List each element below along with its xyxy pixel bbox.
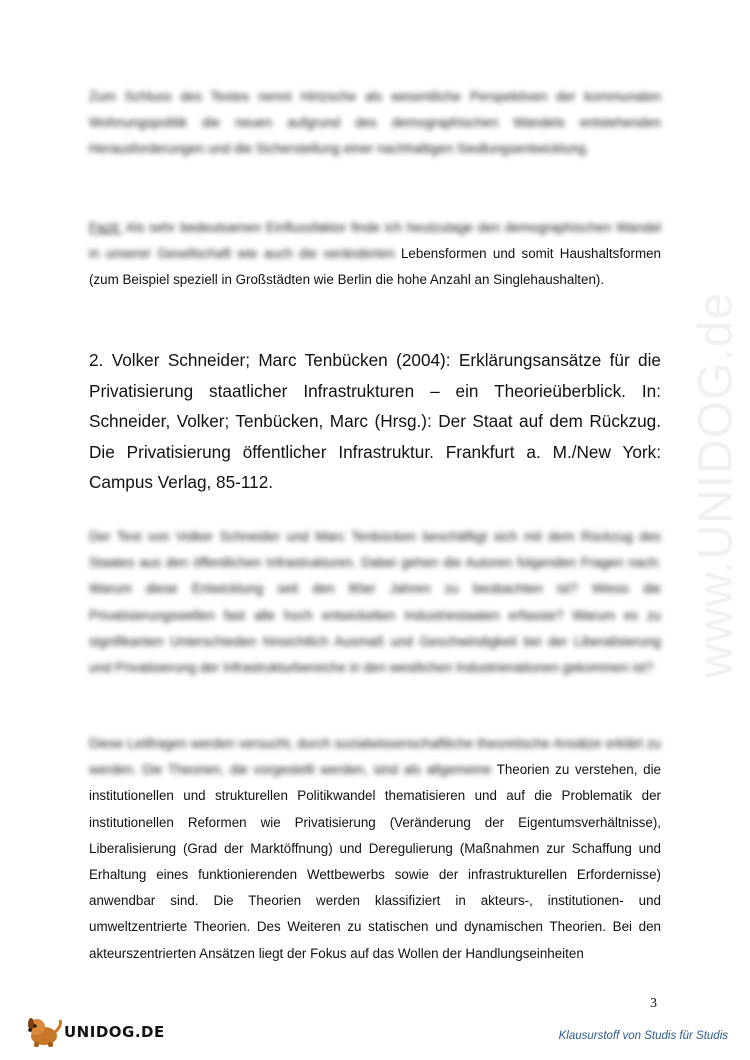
citation-heading: 2. Volker Schneider; Marc Tenbücken (2004): Erklärungsansätze für die Privatisierung staatlicher Infrastrukturen – ein Theorieüberblick. In: Schneider, Volker; Tenbücken, Marc (Hrsg.): Der Staat auf dem Rückzug. Die Privatisierung öffentlicher Infrastruktur. Frankfurt a. M./New York: Campus Verlag, 85-112. (89, 350, 661, 493)
blurred-text: Zum Schluss des Textes nennt Hirtzsche als wesentliche Perspektiven der kommunalen Wohnungspolitik die neuen aufgrund des demographischen Wandels entstehenden Herausforderungen und die Sicherstellung einer nachhaltigen Siedlungsentwicklung. (89, 89, 661, 157)
theories-visible-text: Theorien zu verstehen, die institutionellen und strukturellen Politikwandel thematisieren und auf die Problematik der institutionellen Reformen wie Privatisierung (Veränderung der Eigentumsverhältnisse), Liberalisierung (Grad der Marktöffnung) und Deregulierung (Maßnahmen zur Schaffung und Erhaltung eines funktionierenden Wettbewerbs sowie der infrastrukturellen Erfordernisse) anwendbar sind. Die Theorien werden klassifiziert in akteurs-, institutionen- und umweltzentrierte Theorien. Des Weiteren zu statischen und dynamischen Theorien. Bei den akteurszentrierten Ansätzen liegt der Fokus auf das Wollen der Handlungseinheiten (89, 762, 661, 961)
paragraph-blurred-conclusion (89, 84, 661, 163)
fazit-blurred: Als sehr bedeutsamen Einflussfaktor finde ich heutzutage den demographischen Wandel in unserer Gesellschaft wie auch die veränderten (89, 220, 661, 262)
unidog-logo[interactable] (24, 1014, 184, 1048)
footer-tagline: Klausurstoff von Studis für Studis (558, 1030, 728, 1042)
watermark: www.UNIDOG.de (689, 291, 743, 679)
paragraph-blurred-intro (89, 524, 661, 681)
paragraph-fazit (89, 215, 661, 294)
fazit-visible-text: Lebensformen und somit Haushaltsformen (zum Beispiel speziell in Großstädten wie Berlin die hohe Anzahl an Singlehaushalten). (89, 246, 661, 288)
logo-text: UNIDOG.DE (64, 1023, 165, 1041)
blurred-text: Diese Leitfragen werden versucht, durch sozialwissenschaftliche theoretische Ansätze erklärt zu werden. Die Theorien, die vorgestellt werden, sind als allgemeine (89, 736, 661, 778)
paragraph-theories (89, 731, 661, 967)
blurred-text: Der Text von Volker Schneider und Marc Tenbücken beschäftigt sich mit dem Rückzug des Staates aus den öffentlichen Infrastrukturen. Dabei gehen die Autoren folgenden Fragen nach: Warum diese Entwicklung seit den 80er Jahren zu beobachten ist? Wieso die Privatisierungswellen fast alle hoch entwickelten Industriestaaten erfasste? Warum es zu signifikanten Unterschieden hinsichtlich Ausmaß und Geschwindigkeit bei der Liberalisierung und Privatisierung der Infrastrukturbereiche in den westlichen Industrienationen gekommen ist? (89, 529, 661, 676)
page-number: 3 (650, 996, 657, 1011)
fazit-label: Fazit: (89, 220, 122, 235)
dog-icon (24, 1014, 64, 1048)
